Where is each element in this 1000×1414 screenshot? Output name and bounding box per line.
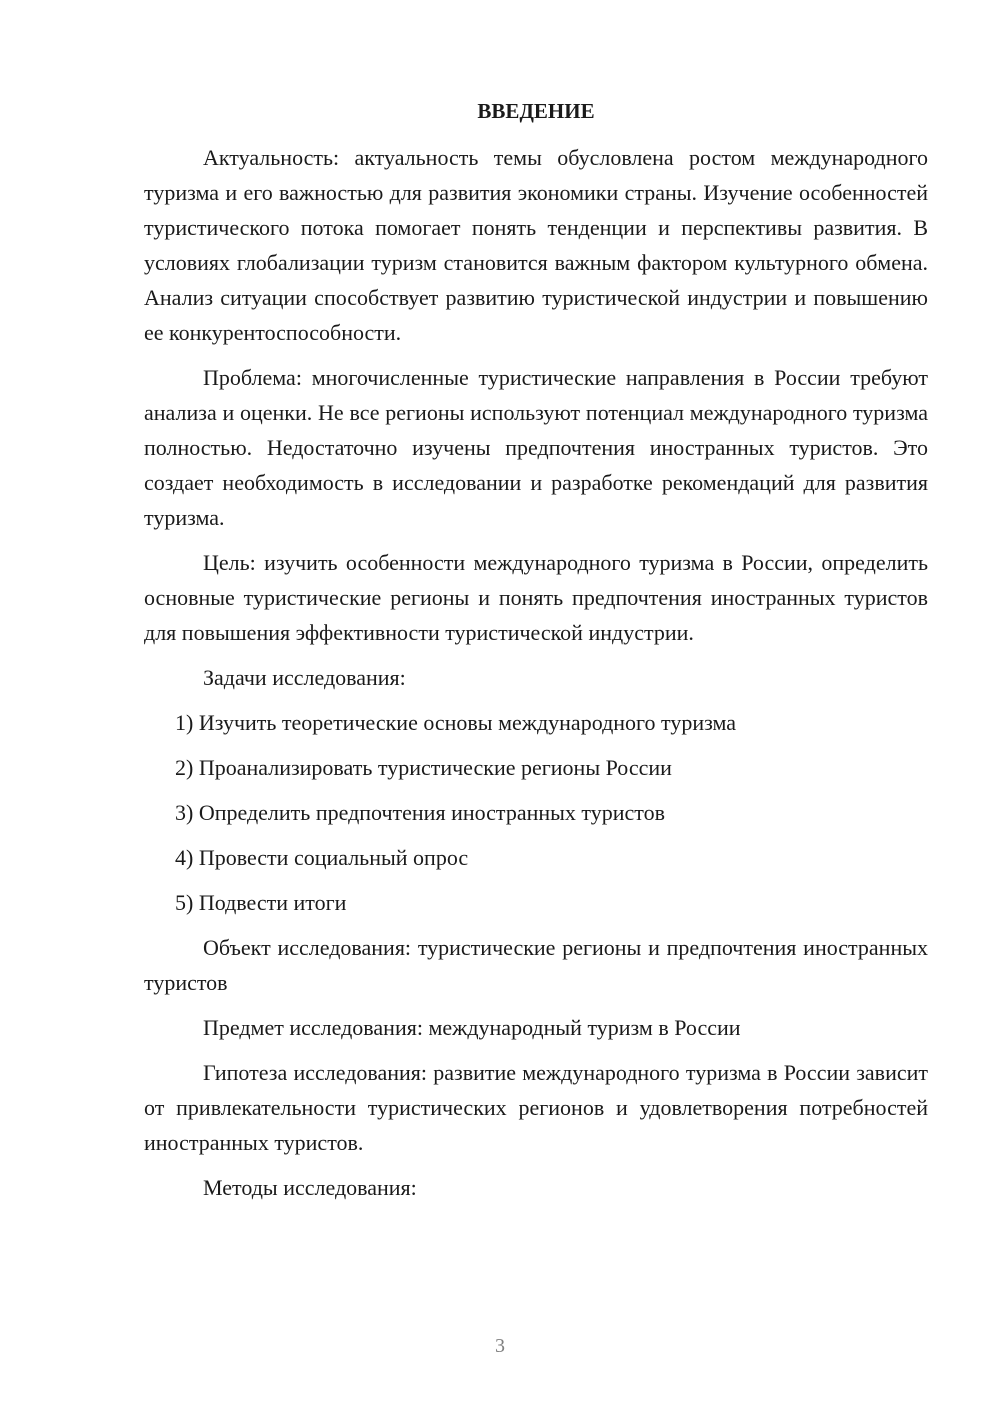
- section-title: ВВЕДЕНИЕ: [477, 99, 595, 123]
- list-item: 2) Проанализировать туристические регионы России: [175, 755, 672, 780]
- page-number: 3: [495, 1335, 505, 1357]
- paragraph-relevance: Актуальность: актуальность темы обусловлена ростом международного туризма и его важностью для развития экономики страны. Изучение особенностей туристического потока помогает понять тенденции и перспективы развития. В условиях глобализации туризм становится важным фактором культурного обмена. Анализ ситуации способствует развитию туристической индустрии и повышению ее конкурентоспособности.: [144, 145, 928, 345]
- list-item: 4) Провести социальный опрос: [175, 845, 469, 870]
- document-page: [144, 96, 928, 1215]
- list-item: 1) Изучить теоретические основы международного туризма: [175, 710, 737, 735]
- paragraph-object: Объект исследования: туристические регионы и предпочтения иностранных туристов: [144, 935, 928, 995]
- tasks-heading: Задачи исследования:: [203, 665, 406, 690]
- paragraph-methods: Методы исследования:: [203, 1175, 417, 1200]
- paragraph-hypothesis: Гипотеза исследования: развитие международного туризма в России зависит от привлекательности туристических регионов и удовлетворения потребностей иностранных туристов.: [144, 1060, 928, 1155]
- tasks-list: [144, 705, 928, 920]
- paragraph-subject: Предмет исследования: международный туризм в России: [203, 1015, 741, 1040]
- list-item: 3) Определить предпочтения иностранных туристов: [175, 800, 665, 825]
- list-item: 5) Подвести итоги: [175, 890, 347, 915]
- paragraph-goal: Цель: изучить особенности международного туризма в России, определить основные туристические регионы и понять предпочтения иностранных туристов для повышения эффективности туристической индустрии.: [144, 550, 928, 645]
- paragraph-problem: Проблема: многочисленные туристические направления в России требуют анализа и оценки. Не все регионы используют потенциал международного туризма полностью. Недостаточно изучены предпочтения иностранных туристов. Это создает необходимость в исследовании и разработке рекомендаций для развития туризма.: [144, 365, 928, 530]
